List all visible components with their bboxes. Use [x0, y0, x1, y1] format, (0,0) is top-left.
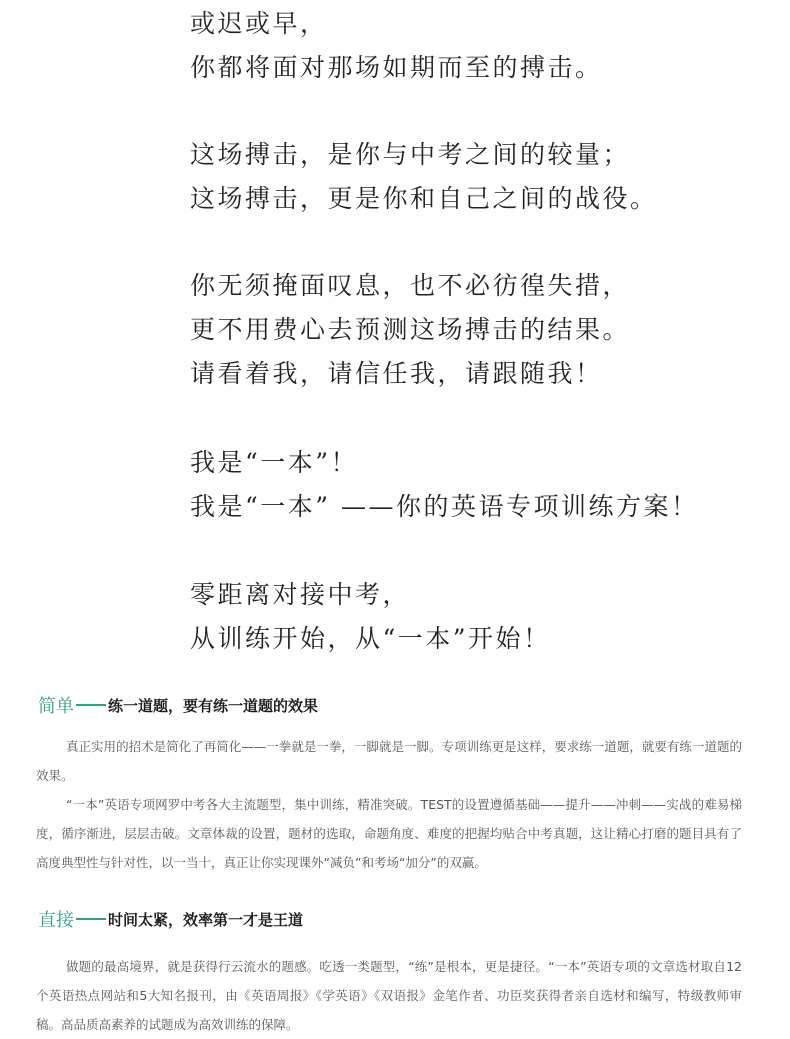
poem-line: 从训练开始，从“一本”开始！: [190, 624, 551, 653]
poem-line: 这场搏击，更是你和自己之间的战役。: [190, 184, 658, 213]
poem-line: 请看着我，请信任我，请跟随我！: [190, 359, 603, 388]
section-subtitle: 时间太紧，效率第一才是王道: [108, 910, 304, 929]
poem-line: 你都将面对那场如期而至的搏击。: [190, 53, 603, 82]
poem-line: 或迟或早，: [190, 9, 328, 38]
poem-line: 我是“一本” ——你的英语专项训练方案！: [190, 492, 699, 521]
section-heading: [38, 692, 318, 718]
paragraph: 做题的最高境界，就是获得行云流水的题感。吃透一类题型，“练”是根本，更是捷径。“一本”英语专项的文章选材取自12个英语热点网站和5大知名报刊，由《英语周报》《学英语》《双语报》金笔作者、功臣奖获得者亲自选材和编写，特级教师审稿。高品质高素养的试题成为高效训练的保障。: [36, 959, 742, 1032]
section-keyword: 直接: [38, 910, 74, 931]
section-dash: [76, 918, 106, 920]
section-heading: [38, 906, 303, 932]
poem-line: 这场搏击，是你与中考之间的较量；: [190, 140, 631, 169]
section-keyword: 简单: [38, 696, 74, 717]
section-subtitle: 练一道题，要有练一道题的效果: [108, 696, 319, 715]
section-dash: [76, 704, 106, 706]
poem-line: 更不用费心去预测这场搏击的结果。: [190, 315, 631, 344]
poem-line: 零距离对接中考，: [190, 580, 411, 609]
poem-line: 我是“一本”！: [190, 448, 359, 477]
paragraph: 真正实用的招术是简化了再简化——一拳就是一拳，一脚就是一脚。专项训练更是这样，要求练一道题，就要有练一道题的效果。: [36, 739, 742, 783]
poem-line: 你无须掩面叹息，也不必彷徨失措，: [190, 271, 631, 300]
paragraph: “一本”英语专项网罗中考各大主流题型，集中训练，精准突破。TEST的设置遵循基础——提升——冲刺——实战的难易梯度，循序渐进，层层击破。文章体裁的设置，题材的选取，命题角度、难度的把握均贴合中考真题，这让精心打磨的题目具有了高度典型性与针对性，以一当十，真正让你实现课外“减负”和考场“加分”的双赢。: [36, 797, 742, 870]
